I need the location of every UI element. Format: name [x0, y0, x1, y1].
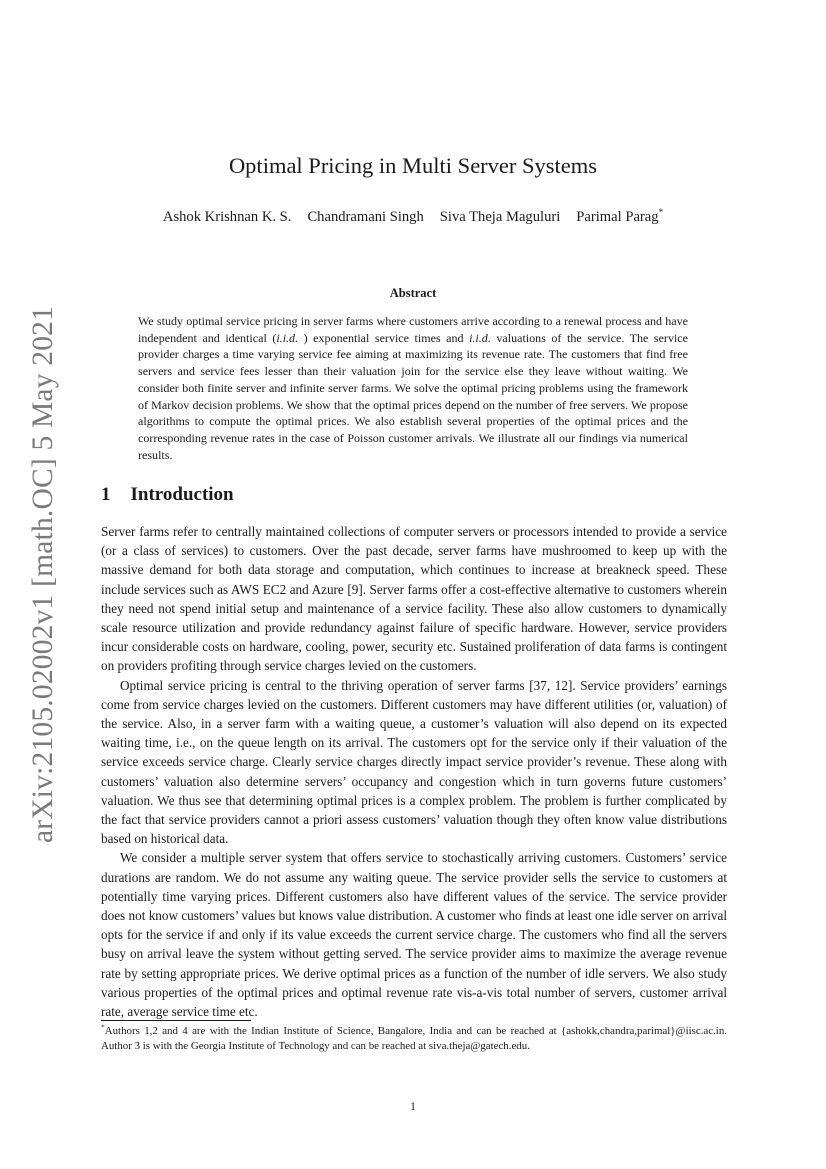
abstract-body [138, 313, 688, 463]
author-list [100, 209, 726, 226]
author [576, 209, 663, 226]
footnote [101, 1024, 727, 1054]
page-number: 1 [410, 1101, 416, 1113]
abstract-emphasis: i.i.d. [469, 330, 491, 345]
author-name: Siva Theja Maguluri [439, 209, 561, 225]
section-number: 1 [101, 484, 111, 505]
author-name: Parimal Parag [576, 209, 659, 225]
arxiv-identifier-text: arXiv:2105.02002v1 [math.OC] 5 May 2021 [27, 305, 60, 843]
section-title: Introduction [130, 484, 234, 505]
author [307, 209, 423, 226]
paper-title: Optimal Pricing in Multi Server Systems [228, 153, 598, 178]
arxiv-identifier-stamp [22, 305, 66, 843]
abstract-heading: Abstract [389, 286, 437, 300]
footnote-text: Authors 1,2 and 4 are with the Indian Institute of Science, Bangalore, India and can be reached at {ashokk,chandra,parimal}@iisc.ac.in. Author 3 is with the Georgia Institute of Technology and can be reached at siva.theja@gatech.edu. [101, 1025, 727, 1053]
abstract-text: ) exponential service times and [298, 330, 470, 345]
body-paragraph: Server farms refer to centrally maintained collections of computer servers or processors intended to provide a service (or a class of services) to customers. Over the past decade, server farms have mushroomed to keep up with the massive demand for both data storage and computation, which continues to increase at breakneck speed. These include services such as AWS EC2 and Azure [9]. Server farms offer a cost-effective alternative to customers wherein they need not spend initial setup and maintenance of a service facility. These also allow customers to dynamically scale resource utilization and provide redundancy against failure of specific hardware. However, service providers incur considerable costs on hardware, cooling, power, security etc. Sustained proliferation of data farms is contingent on providers profiting through service charges levied on the customers. [101, 524, 727, 674]
abstract-emphasis: i.i.d. [276, 330, 299, 345]
section-heading [101, 484, 234, 506]
footnote-marker: * [658, 207, 664, 218]
author-name: Ashok Krishnan K. S. [162, 209, 292, 225]
abstract-text: We study optimal service pricing in server farms where customers arrive according to a renewal process and have independent and identical ( [138, 314, 688, 345]
section-body [101, 522, 727, 1021]
footnote-divider [101, 1020, 251, 1021]
body-paragraph: Optimal service pricing is central to the thriving operation of server farms [37, 12]. Service providers’ earnings come from service charges levied on the customers. Different customers may have different utilities (or, valuation) of the service. Also, in a server farm with a waiting queue, a customer’s valuation will also depend on its expected waiting time, i.e., on the queue length on its arrival. The customers opt for the service only if their valuation of the service exceeds service charge. Clearly service charges directly impact service provider’s revenue. These along with customers’ valuation also determine servers’ occupancy and congestion which in turn governs future customers’ valuation. We thus see that determining optimal prices is a complex problem. The problem is further complicated by the fact that service providers cannot a priori assess customers’ valuation though they often know value distributions based on historical data. [101, 677, 727, 847]
author-name: Chandramani Singh [307, 209, 424, 225]
body-paragraph: We consider a multiple server system that offers service to stochastically arriving customers. Customers’ service durations are random. We do not assume any waiting queue. The service provider sells the service to customers at potentially time varying prices. Different customers also have different values of the service. The service provider does not know customers’ values but knows value distribution. A customer who finds at least one idle server on arrival opts for the service if and only if its value exceeds the current service charge. The customers who find all the servers busy on arrival leave the system without getting served. The service provider aims to maximize the average revenue rate by setting appropriate prices. We derive optimal prices as a function of the number of idle servers. We also study various properties of the optimal prices and optimal revenue rate vis-a-vis total number of servers, customer arrival rate, average service time etc. [101, 850, 727, 1020]
abstract-text: valuations of the service. The service provider charges a time varying service fee aiming at maximizing its revenue rate. The customers that find free servers and service fees lesser than their valuation join for the service else they leave without waiting. We consider both finite server and infinite server farms. We solve the optimal pricing problems using the framework of Markov decision problems. We show that the optimal prices depend on the number of free servers. We propose algorithms to compute the optimal prices. We also establish several properties of the optimal prices and the corresponding revenue rates in the case of Poisson customer arrivals. We illustrate all our findings via numerical results. [138, 330, 689, 462]
author [440, 209, 561, 226]
author [163, 209, 292, 226]
footnote-marker: * [101, 1022, 105, 1032]
